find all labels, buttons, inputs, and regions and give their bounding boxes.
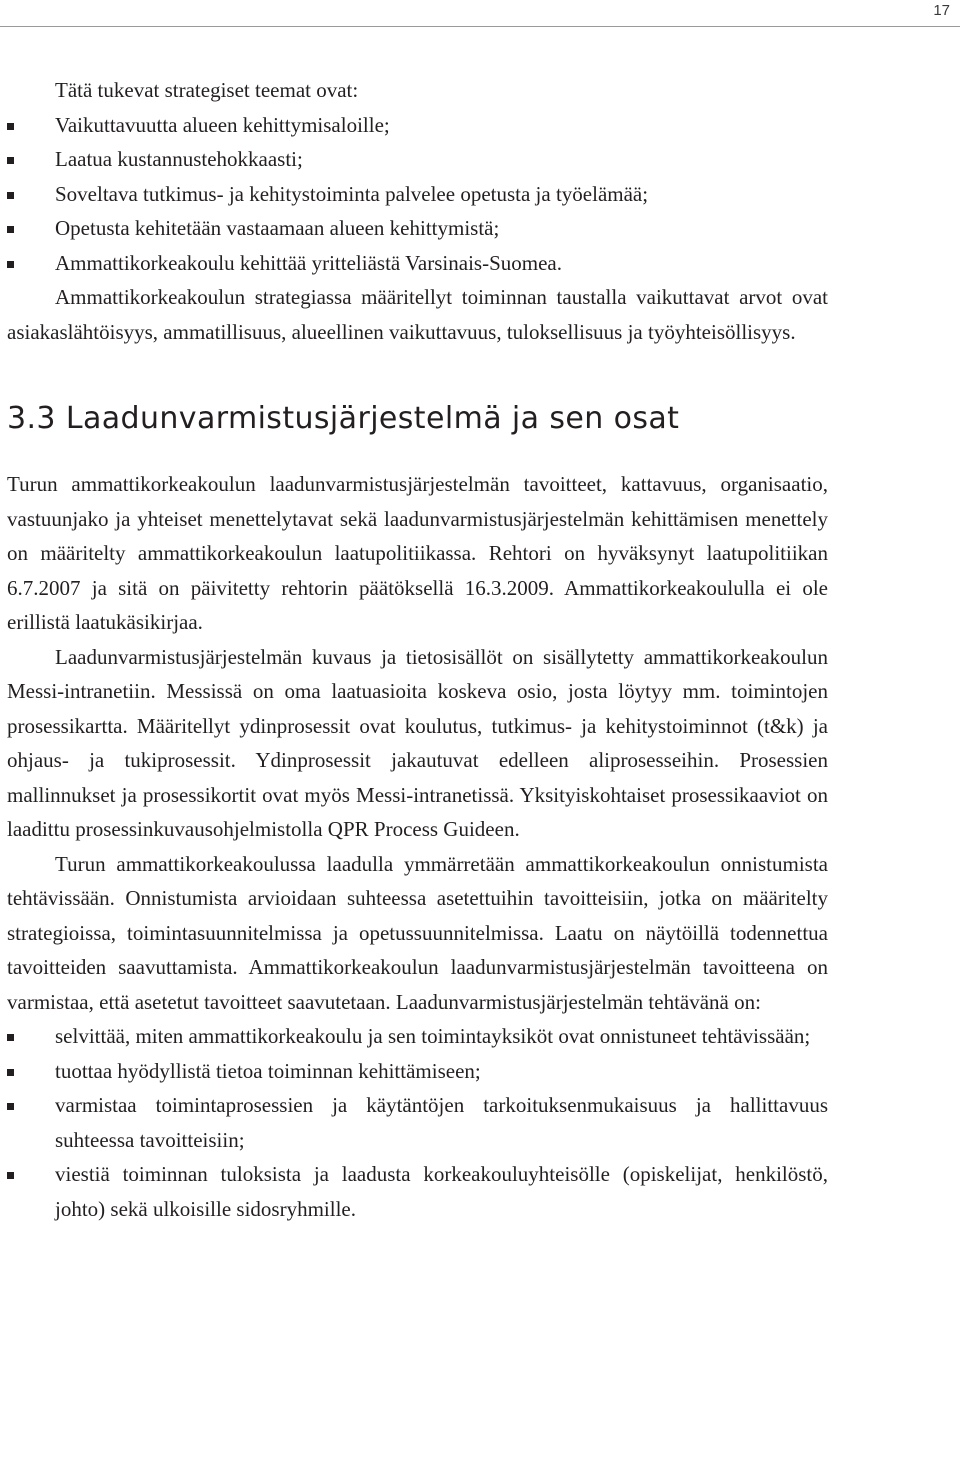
- header-rule: [0, 26, 960, 27]
- list-item: [7, 1088, 828, 1157]
- strategic-themes-list: [7, 108, 828, 281]
- list-item: [7, 1157, 828, 1226]
- list-item-text: Laatua kustannustehokkaasti;: [55, 147, 303, 171]
- list-item-text: selvittää, miten ammattikorkeakoulu ja sen toimintayksiköt ovat onnistuneet tehtävissään;: [55, 1024, 811, 1048]
- list-item: [7, 246, 828, 281]
- list-item: [7, 1019, 828, 1054]
- square-bullet-icon: [7, 192, 14, 199]
- square-bullet-icon: [7, 1034, 14, 1041]
- list-item: [7, 211, 828, 246]
- section-heading: 3.3 Laadunvarmistusjärjestelmä ja sen osat: [7, 401, 680, 436]
- list-item-text: tuottaa hyödyllistä tietoa toiminnan kehittämiseen;: [55, 1058, 481, 1083]
- section-body: [7, 467, 828, 1226]
- square-bullet-icon: [7, 261, 14, 268]
- list-item-text: Vaikuttavuutta alueen kehittymisaloille;: [55, 112, 390, 137]
- page-number: 17: [933, 2, 950, 19]
- list-item-text: Soveltava tutkimus- ja kehitystoiminta palvelee opetusta ja työelämää;: [55, 181, 649, 206]
- page-content: [7, 73, 828, 1226]
- section-paragraph: Laadunvarmistusjärjestelmän kuvaus ja tietosisällöt on sisällytetty ammattikorkeakoulun Messi-intranetiin. Messissä on oma laatuasioita koskeva osio, josta löytyy mm. toimintojen prosessikartta. Määritellyt ydinprosessit ovat koulutus, tutkimus- ja kehitystoiminnot (t&k) ja ohjaus- ja tukiprosessit. Ydinprosessit jakautuvat edelleen aliprosesseihin. Prosessien mallinnukset ja prosessikortit ovat myös Messi-intranetissä. Yksityiskohtaiset prosessikaaviot on laadittu prosessinkuvausohjelmistolla QPR Process Guideen.: [7, 644, 828, 841]
- section-paragraph: Turun ammattikorkeakoulussa laadulla ymmärretään ammattikorkeakoulun onnistumista tehtävissään. Onnistumista arvioidaan suhteessa asetettuihin tavoitteisiin, jotka on määritelty strategioissa, toimintasuunnitelmissa ja opetussuunnitelmissa. Laatu on näytöillä todennettua tavoitteiden saavuttamista. Ammattikorkeakoulun laadunvarmistusjärjestelmän tavoitteena on varmistaa, että asetetut tavoitteet saavutetaan. Laadunvarmistusjärjestelmän tehtävänä on:: [7, 851, 828, 1014]
- list-item-text: varmistaa toimintaprosessien ja käytäntöjen tarkoituksenmukaisuus ja hallittavuus suhteessa tavoitteisiin;: [55, 1093, 828, 1152]
- square-bullet-icon: [7, 1069, 14, 1076]
- section-paragraph: Turun ammattikorkeakoulun laadunvarmistusjärjestelmän tavoitteet, kattavuus, organisaatio, vastuunjako ja yhteiset menettelytavat sekä laadunvarmistusjärjestelmän kehittämisen menettely on määritelty ammattikorkeakoulun laatupolitiikassa. Rehtori on hyväksynyt laatupolitiikan 6.7.2007 ja sitä on päivitetty rehtorin päätöksellä 16.3.2009. Ammattikorkeakoululla ei ole erillistä laatukäsikirjaa.: [7, 472, 828, 634]
- list-item-text: Opetusta kehitetään vastaamaan alueen kehittymistä;: [55, 216, 500, 240]
- list-item: [7, 108, 828, 143]
- square-bullet-icon: [7, 226, 14, 233]
- list-item-text: viestiä toiminnan tuloksista ja laadusta korkeakouluyhteisölle (opiskelijat, henkilöstö, johto) sekä ulkoisille sidosryhmille.: [55, 1162, 828, 1221]
- square-bullet-icon: [7, 1172, 14, 1179]
- themes-lead: Tätä tukevat strategiset teemat ovat:: [55, 78, 359, 102]
- list-item: [7, 1054, 828, 1089]
- values-paragraph: Ammattikorkeakoulun strategiassa määritellyt toiminnan taustalla vaikuttavat arvot ovat asiakaslähtöisyys, ammatillisuus, alueellinen vaikuttavuus, tuloksellisuus ja työyhteisöllisyys.: [7, 285, 828, 344]
- list-item-text: Ammattikorkeakoulu kehittää yritteliästä Varsinais-Suomea.: [55, 250, 562, 275]
- list-item: [7, 177, 828, 212]
- quality-tasks-list: [7, 1019, 828, 1226]
- square-bullet-icon: [7, 123, 14, 130]
- square-bullet-icon: [7, 1103, 14, 1110]
- list-item: [7, 142, 828, 177]
- square-bullet-icon: [7, 157, 14, 164]
